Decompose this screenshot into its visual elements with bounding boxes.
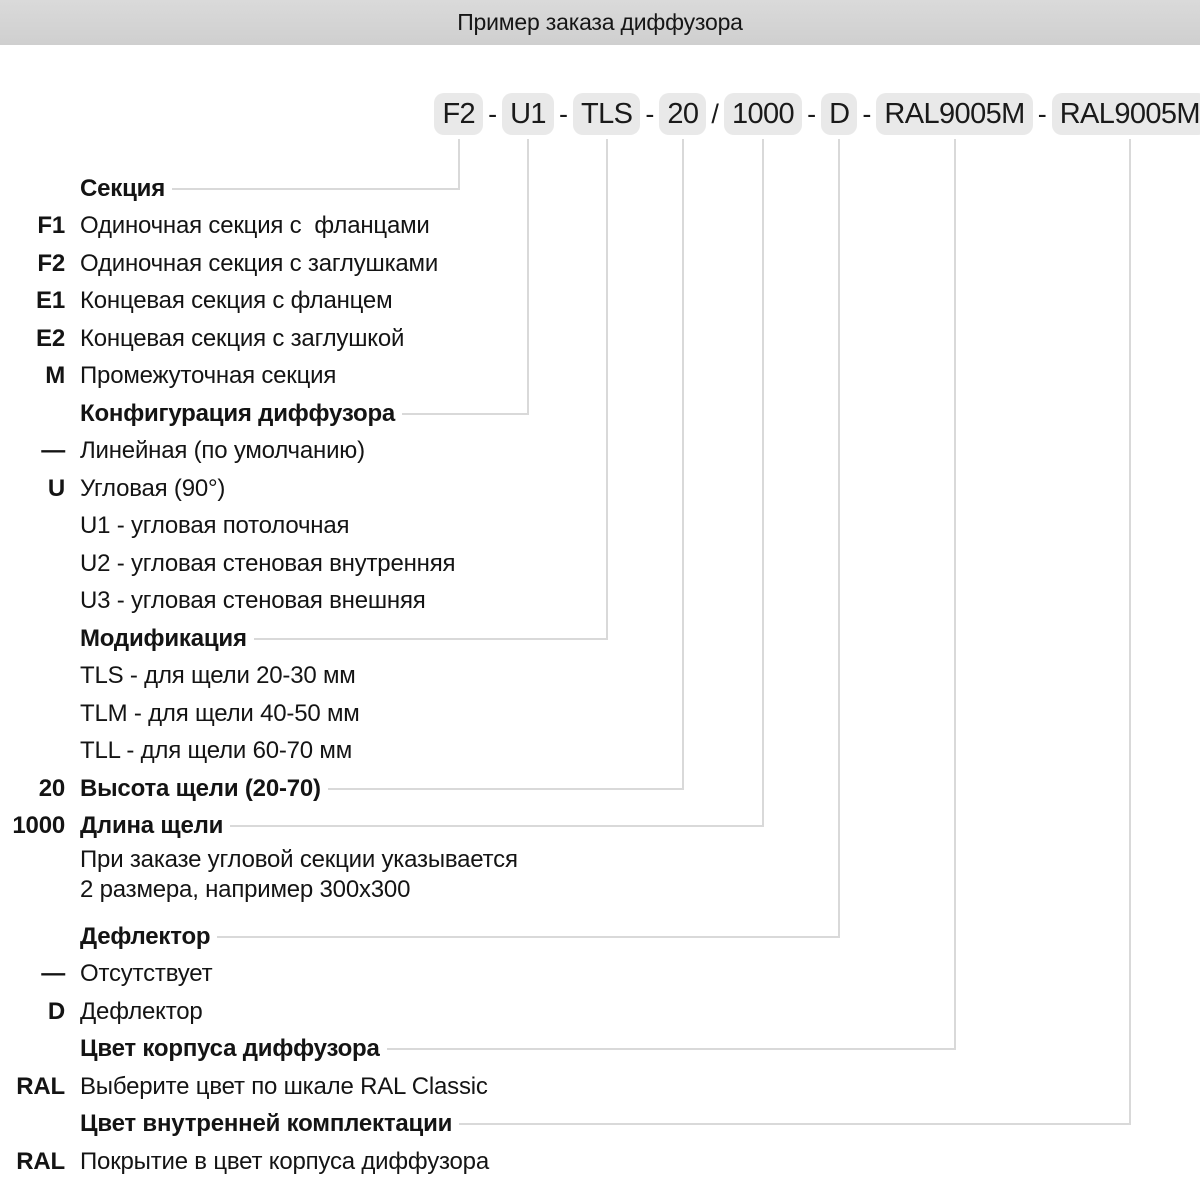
option-key: RAL <box>16 1147 65 1175</box>
order-code-row <box>434 92 1200 136</box>
option-label: U2 - угловая стеновая внутренняя <box>80 549 456 577</box>
option-label: Концевая секция с фланцем <box>80 287 393 315</box>
connector-line-vertical-slot_length <box>762 139 764 827</box>
option-label: Покрытие в цвет корпуса диффузора <box>80 1147 489 1175</box>
code-segment-slot_height: 20 <box>659 93 706 135</box>
code-separator: - <box>558 98 568 129</box>
option-row <box>0 208 1200 246</box>
option-label: Одиночная секция с фланцами <box>80 212 430 240</box>
section-header-label: Секция <box>80 174 166 202</box>
connector-line-horizontal-deflector <box>217 936 840 938</box>
option-key: D <box>47 997 65 1025</box>
option-label: TLL - для щели 60-70 мм <box>80 737 353 765</box>
option-label: Отсутствует <box>80 960 213 988</box>
code-separator: - <box>862 98 872 129</box>
option-label: TLS - для щели 20-30 мм <box>80 662 356 690</box>
code-separator: / <box>711 98 719 129</box>
connector-line-vertical-section <box>458 139 460 190</box>
section-header-label: Модификация <box>80 624 247 652</box>
option-key: E2 <box>36 324 65 352</box>
option-row <box>0 583 1200 621</box>
code-separator: - <box>488 98 498 129</box>
option-label: Концевая секция с заглушкой <box>80 324 405 352</box>
option-key: F2 <box>37 249 65 277</box>
option-label: Одиночная секция с заглушками <box>80 249 439 277</box>
connector-line-horizontal-section <box>172 188 460 190</box>
connector-line-horizontal-slot_length <box>230 825 764 827</box>
option-row <box>0 1143 1200 1180</box>
code-segment-body_color: RAL9005M <box>876 93 1032 135</box>
option-label: Промежуточная секция <box>80 362 337 390</box>
option-label: Дефлектор <box>80 997 203 1025</box>
legend-list <box>0 170 1200 1180</box>
option-row <box>0 1068 1200 1106</box>
option-key: 1000 <box>12 812 65 840</box>
option-label: При заказе угловой секции указывается <box>80 846 518 873</box>
option-row <box>0 358 1200 396</box>
option-row <box>0 283 1200 321</box>
option-label: 2 размера, например 300х300 <box>80 876 411 903</box>
option-key: RAL <box>16 1072 65 1100</box>
option-key: E1 <box>36 287 65 315</box>
option-label: Угловая (90°) <box>80 474 226 502</box>
option-row <box>0 695 1200 733</box>
option-row <box>0 470 1200 508</box>
connector-line-horizontal-slot_height <box>328 788 684 790</box>
code-segment-inner_color: RAL9005M <box>1052 93 1200 135</box>
note-row <box>0 875 1200 905</box>
option-key: M <box>45 362 65 390</box>
option-label: Выберите цвет по шкале RAL Classic <box>80 1072 488 1100</box>
option-row <box>0 733 1200 771</box>
note-row <box>0 845 1200 875</box>
connector-line-vertical-slot_height <box>682 139 684 790</box>
code-segment-slot_length: 1000 <box>724 93 802 135</box>
option-label: Линейная (по умолчанию) <box>80 437 365 465</box>
connector-line-vertical-body_color <box>954 139 956 1050</box>
section-header-label: Дефлектор <box>80 922 211 950</box>
connector-line-horizontal-config <box>402 413 529 415</box>
option-key: — <box>41 437 65 465</box>
option-row <box>0 993 1200 1031</box>
code-separator: - <box>807 98 817 129</box>
section-header-label: Цвет внутренней комплектации <box>80 1110 453 1138</box>
option-label: TLM - для щели 40-50 мм <box>80 699 360 727</box>
section-header-label: Конфигурация диффузора <box>80 399 396 427</box>
option-label: U3 - угловая стеновая внешняя <box>80 587 426 615</box>
connector-line-horizontal-inner_color <box>459 1123 1131 1125</box>
code-segment-section: F2 <box>434 93 483 135</box>
connector-line-horizontal-mod <box>254 638 608 640</box>
option-row <box>0 433 1200 471</box>
title-bar <box>0 0 1200 45</box>
page-title: Пример заказа диффузора <box>457 9 743 35</box>
section-header-label: Цвет корпуса диффузора <box>80 1035 380 1063</box>
connector-line-vertical-deflector <box>838 139 840 938</box>
option-key: 20 <box>38 774 65 802</box>
section-header-label: Высота щели (20-70) <box>80 774 321 802</box>
code-segment-config: U1 <box>502 93 554 135</box>
option-key: U <box>47 474 65 502</box>
option-label: U1 - угловая потолочная <box>80 512 350 540</box>
connector-line-horizontal-body_color <box>387 1048 956 1050</box>
option-row <box>0 658 1200 696</box>
connector-line-vertical-config <box>527 139 529 415</box>
section-header-row-config <box>0 395 1200 433</box>
code-separator: - <box>1037 98 1047 129</box>
section-header-label: Длина щели <box>80 812 224 840</box>
code-separator: - <box>645 98 655 129</box>
connector-line-vertical-mod <box>606 139 608 640</box>
option-row <box>0 545 1200 583</box>
option-row <box>0 508 1200 546</box>
option-key: — <box>41 960 65 988</box>
option-key: F1 <box>37 212 65 240</box>
option-row <box>0 245 1200 283</box>
code-segment-deflector: D <box>821 93 857 135</box>
option-row <box>0 956 1200 994</box>
code-segment-mod: TLS <box>573 93 640 135</box>
option-row <box>0 320 1200 358</box>
connector-line-vertical-inner_color <box>1129 139 1131 1125</box>
